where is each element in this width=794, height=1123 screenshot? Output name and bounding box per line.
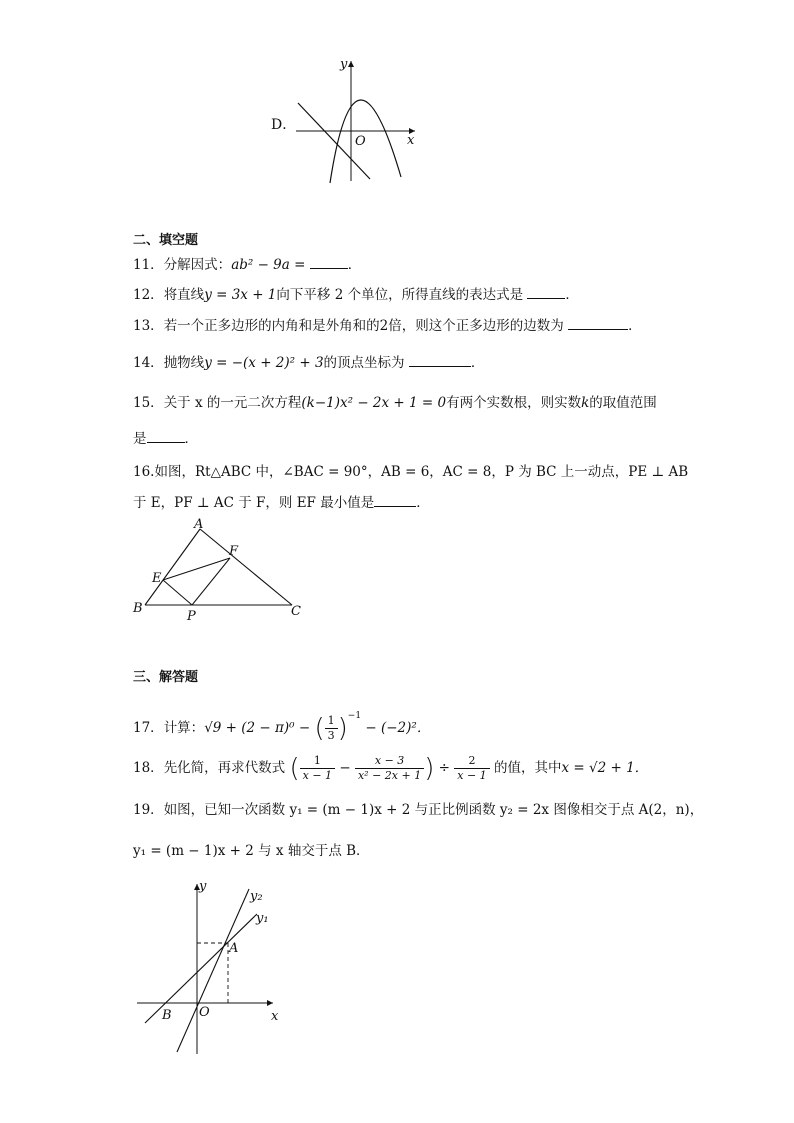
- q19-label-b: B: [162, 1008, 172, 1023]
- q13-blank: [568, 317, 628, 330]
- option-d-y: y: [340, 57, 348, 72]
- option-d-origin: O: [355, 134, 366, 149]
- q16-label-p: P: [187, 609, 196, 624]
- q19-label-x: x: [271, 1009, 279, 1024]
- q16-label-a: A: [194, 517, 204, 532]
- q15-line1: 15．关于 x 的一元二次方程(k−1)x² − 2x + 1 = 0有两个实数根，则实数k的取值范围: [133, 395, 657, 411]
- q18: 18．先化简，再求代数式 ( $\frac{1}{x - 1}$ − $\frac{x - 3}{\text{x² − 2x + 1}}$ ) ÷ $\frac{2}{x - 1}$ 的值，其中x = √2 + 1．: [133, 753, 649, 784]
- option-d-label: D．: [271, 117, 297, 133]
- option-d-x: x: [407, 133, 415, 148]
- q19-label-y2: y₂: [250, 889, 263, 904]
- q11: 11．分解因式：ab² − 9a = ．: [133, 257, 362, 273]
- q19-line1: 19．如图，已知一次函数 y₁ = (m − 1)x + 2 与正比例函数 y₂ = 2x 图像相交于点 A(2，n)，: [133, 802, 704, 818]
- q16-label-e: E: [152, 571, 162, 586]
- q16-label-b: B: [133, 601, 143, 616]
- q16-line1: 16.如图，Rt△ABC 中，∠BAC = 90°，AB = 6，AC = 8，P 为 BC 上一动点，PE ⊥ AB: [133, 464, 689, 480]
- q19-line2: y₁ = (m − 1)x + 2 与 x 轴交于点 B．: [133, 843, 370, 859]
- q16-label-f: F: [229, 544, 239, 559]
- q12: 12．将直线y = 3x + 1向下平移 2 个单位，所得直线的表达式是 ．: [133, 287, 579, 303]
- q19-label-o: O: [199, 1005, 210, 1020]
- q14-blank: [409, 354, 471, 367]
- q16-triangle-figure: [130, 515, 310, 625]
- q16-label-c: C: [291, 604, 301, 619]
- q13: 13．若一个正多边形的内角和是外角和的2倍，则这个正多边形的边数为 ．: [133, 318, 642, 334]
- q17: 17．计算：√9 + (2 − π)⁰ − ( $\frac{1}{3}$ )$^{-1}$ − (−2)²．: [133, 711, 431, 744]
- q15-blank: [147, 430, 185, 443]
- q19-graph: [133, 872, 293, 1057]
- q11-blank: [310, 256, 348, 269]
- q19-label-a: A: [229, 941, 239, 956]
- q19-label-y1: y₁: [256, 911, 269, 926]
- q16-line2: 于 E，PF ⊥ AC 于 F，则 EF 最小值是 ．: [133, 495, 430, 511]
- option-d-graph: [290, 55, 420, 185]
- q19-label-y: y: [199, 879, 207, 894]
- section-2-title: 二、填空题: [133, 233, 199, 248]
- q16-blank: [374, 494, 416, 507]
- q12-blank: [527, 286, 565, 299]
- q14: 14．抛物线y = −(x + 2)² + 3的顶点坐标为 ．: [133, 355, 485, 371]
- q15-line2: 是 ．: [133, 431, 198, 447]
- section-3-title: 三、解答题: [133, 670, 199, 685]
